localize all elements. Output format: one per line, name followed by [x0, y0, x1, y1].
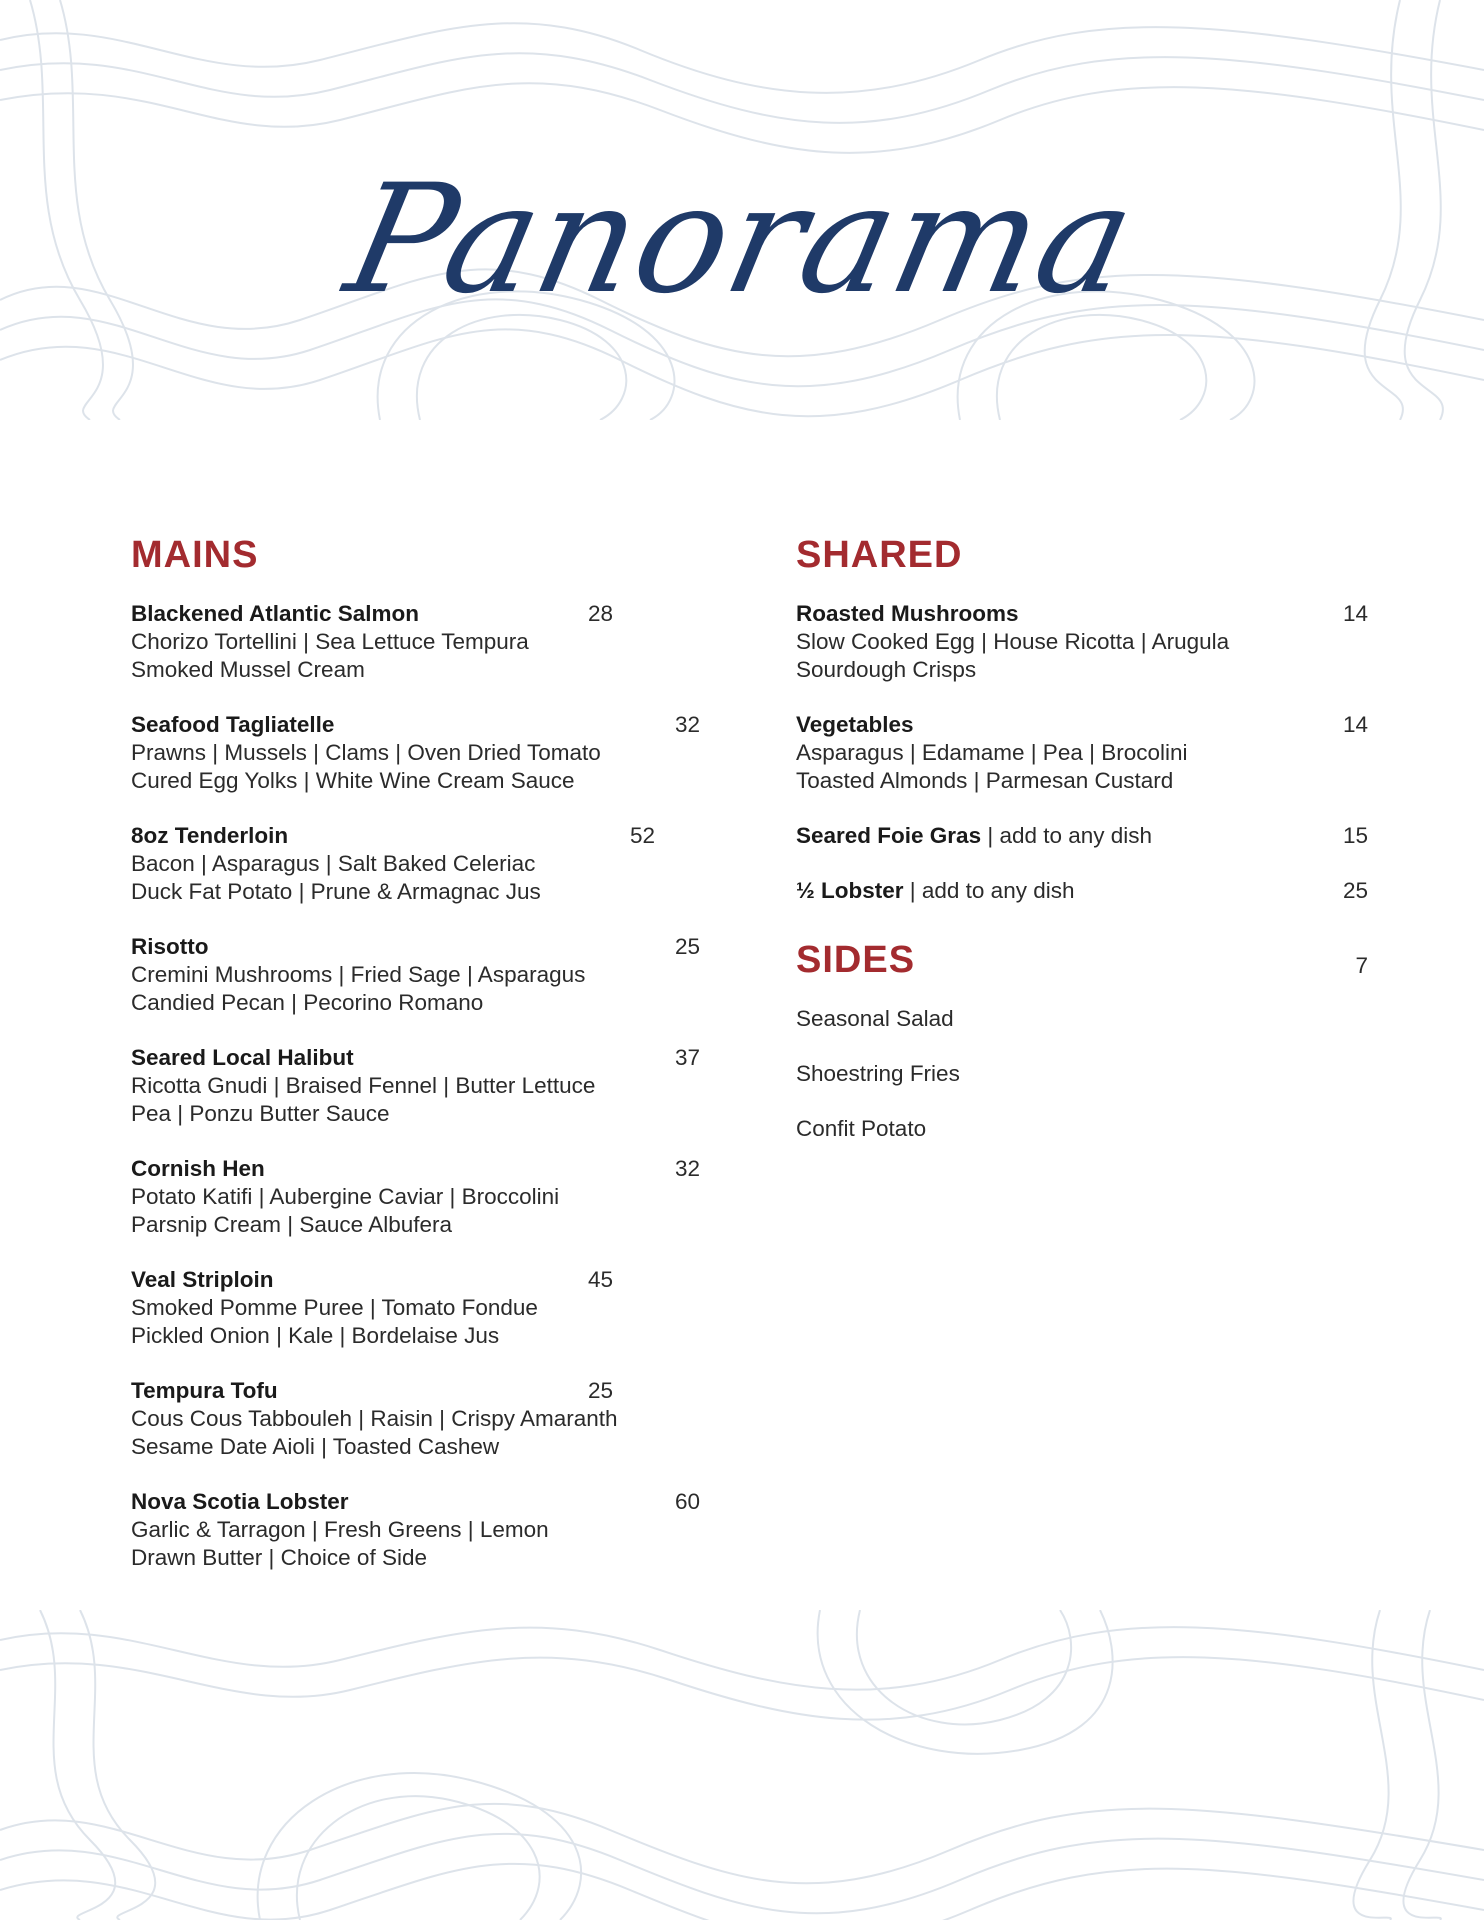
item-name: Seafood Tagliatelle [131, 712, 335, 737]
item-description: Potato Katifi | Aubergine Caviar | Broccolini [131, 1184, 560, 1209]
logo-text: Panorama [333, 153, 1151, 327]
shared-column [796, 530, 1368, 1170]
sides-title: SIDES [796, 939, 916, 981]
item-description: Cremini Mushrooms | Fried Sage | Asparagus [131, 962, 586, 987]
item-description: Toasted Almonds | Parmesan Custard [796, 768, 1174, 793]
item-price: 25 [588, 1378, 614, 1403]
menu-item [131, 711, 711, 795]
item-price: 28 [588, 601, 614, 626]
menu-item [131, 1488, 711, 1572]
item-name: 8oz Tenderloin [131, 823, 289, 848]
item-price: 52 [630, 823, 656, 848]
menu-item [131, 1266, 711, 1350]
item-description: Sesame Date Aioli | Toasted Cashew [131, 1434, 500, 1459]
item-price: 45 [588, 1267, 614, 1292]
item-description: Pickled Onion | Kale | Bordelaise Jus [131, 1323, 500, 1348]
item-description: Prawns | Mussels | Clams | Oven Dried Tomato [131, 740, 601, 765]
item-description: Drawn Butter | Choice of Side [131, 1545, 427, 1570]
item-name: Seared Local Halibut [131, 1045, 354, 1070]
item-name: Blackened Atlantic Salmon [131, 601, 419, 626]
sides-list [796, 1005, 1368, 1143]
item-description: Duck Fat Potato | Prune & Armagnac Jus [131, 879, 541, 904]
item-description: Chorizo Tortellini | Sea Lettuce Tempura [131, 629, 529, 654]
item-description: Smoked Mussel Cream [131, 657, 365, 682]
side-item: Shoestring Fries [796, 1061, 960, 1086]
addon-name: ½ Lobster [796, 878, 904, 903]
side-item: Confit Potato [796, 1116, 927, 1141]
menu-item [131, 1377, 711, 1461]
item-name: Cornish Hen [131, 1156, 265, 1181]
topographic-lines [0, 1610, 1484, 1920]
mains-column [131, 530, 711, 1599]
item-price: 25 [675, 934, 701, 959]
item-price: 14 [1342, 601, 1368, 626]
item-description: Slow Cooked Egg | House Ricotta | Arugula [796, 629, 1230, 654]
logo [0, 120, 1484, 360]
shared-list [796, 600, 1368, 905]
addon-price: 15 [1342, 823, 1368, 848]
item-description: Pea | Ponzu Butter Sauce [131, 1101, 390, 1126]
menu-item [131, 933, 711, 1017]
menu-item [796, 711, 1368, 795]
item-description: Smoked Pomme Puree | Tomato Fondue [131, 1295, 538, 1320]
side-item: Seasonal Salad [796, 1006, 954, 1031]
addon-item [796, 822, 1368, 850]
item-description: Sourdough Crisps [796, 657, 977, 682]
item-name: Tempura Tofu [131, 1378, 278, 1403]
item-price: 32 [675, 1156, 701, 1181]
menu-item [131, 1155, 711, 1239]
item-name: Nova Scotia Lobster [131, 1489, 349, 1514]
addon-note: | add to any dish [903, 878, 1075, 903]
menu-item [131, 822, 711, 906]
sides-price: 7 [1355, 953, 1368, 978]
item-price: 37 [675, 1045, 701, 1070]
menu-item [131, 600, 711, 684]
menu-item [796, 600, 1368, 684]
mains-title: MAINS [131, 534, 259, 576]
addon-name: Seared Foie Gras [796, 823, 982, 848]
item-description: Bacon | Asparagus | Salt Baked Celeriac [131, 851, 536, 876]
item-description: Ricotta Gnudi | Braised Fennel | Butter Lettuce [131, 1073, 596, 1098]
item-name: Vegetables [796, 712, 914, 737]
item-price: 60 [675, 1489, 701, 1514]
item-price: 14 [1342, 712, 1368, 737]
menu-item [131, 1044, 711, 1128]
mains-list [131, 600, 711, 1572]
addon-note: | add to any dish [981, 823, 1153, 848]
sides-header [796, 935, 1368, 985]
item-description: Parsnip Cream | Sauce Albufera [131, 1212, 453, 1237]
item-description: Candied Pecan | Pecorino Romano [131, 990, 484, 1015]
addon-price: 25 [1342, 878, 1368, 903]
item-name: Veal Striploin [131, 1267, 274, 1292]
topographic-background-bottom [0, 1610, 1484, 1920]
item-name: Roasted Mushrooms [796, 601, 1019, 626]
item-name: Risotto [131, 934, 209, 959]
shared-title: SHARED [796, 534, 963, 576]
item-description: Cous Cous Tabbouleh | Raisin | Crispy Amaranth [131, 1406, 618, 1431]
item-description: Asparagus | Edamame | Pea | Brocolini [796, 740, 1188, 765]
addon-item [796, 877, 1368, 905]
item-price: 32 [675, 712, 701, 737]
item-description: Garlic & Tarragon | Fresh Greens | Lemon [131, 1517, 549, 1542]
item-description: Cured Egg Yolks | White Wine Cream Sauce [131, 768, 575, 793]
